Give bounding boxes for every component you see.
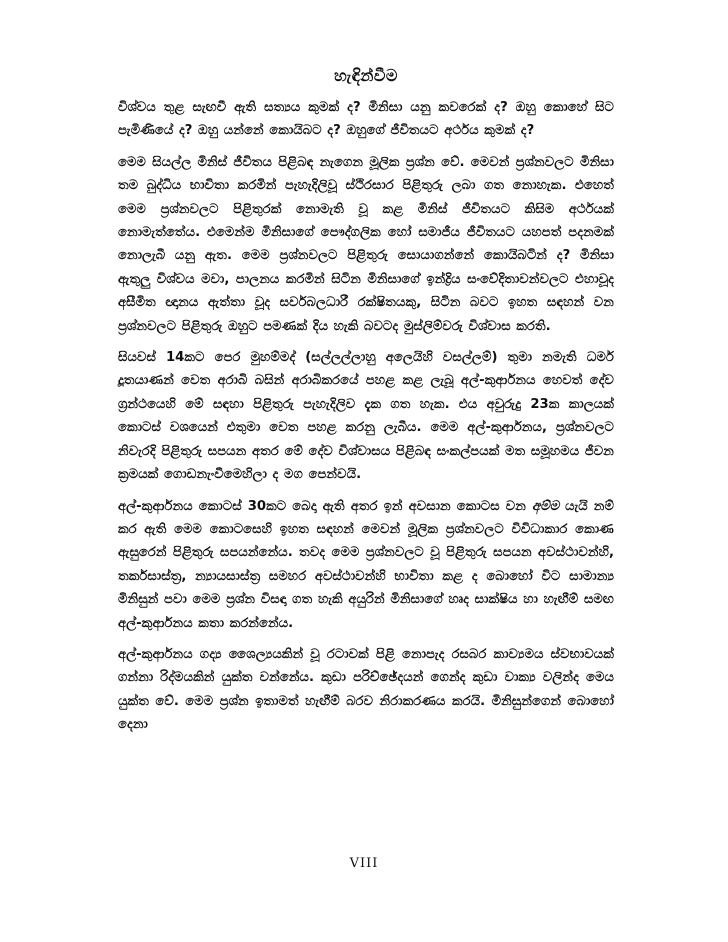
paragraph-5: අල්-කුර්ආනය ගද්‍ය ශෛල්‍යයකින් වූ රටාවක් පිළි නොපැද රසබර කාව්‍යමය ස්වභාවයක් ගන්නා රිද්මයකින් යුක්ත වන්නේය. කුඩා පරිච්ඡේදයන් ගෙන්ද කුඩා වාක්‍ය වලින්ද මෙය යුක්ත වේ. මෙම ප්‍රශ්න ඉතාමත් හැඟීම් බරව නිරාකරණය කරයි. මිනිසුන්ගෙන් බොහෝ දෙනා [118, 646, 614, 733]
paragraph-4-text-after: යැයි නම් කර ඇති මෙම කොටසෙහි ඉහත සඳහන් මෙවන් මූලික ප්‍රශ්නවලට විවිධාකාර කොණ ඇසුරෙන් පිළිතුරු සපයන්නේය. තවද මෙම ප්‍රශ්නවලට වූ පිළිතුරු සපයන අවස්ථාවන්හි, තර්කසාස්ත්‍ර, න්‍යායසාස්ත්‍ර සමහර අවස්ථාවන්හි භාවිතා කළ ද බොහෝ විට සාමාන්‍ය මිනිසුන් පවා මෙම ප්‍රශ්න විසඳා ගත හැකි අයුරින් මිනිසාගේ හෘද සාක්ෂිය හා හැඟීම් සමඟ අල්-කුර්ආනය කතා කරන්නේය. [118, 498, 615, 631]
page-title: හැඳින්වීම [334, 66, 398, 85]
paragraph-3: සියවස් 14කට පෙර මුහම්මද් (සල්ලල්ලාහු අලෙයිහි වසල්ලම්) තුමා නමැති ධර්ම දූතයාණන් වෙත අරාබි බසින් අරාබිකරයේ පහළ කළ ලැබූ අල්-කුර්ආනය හෙවත් දේව ග්‍රන්ථයෙහි මේ සඳහා පිළිතුරු පැහැදිලිව දැක ගත හැක. එය අවුරුදු 23ක කාලයක් කොටස් වශයෙන් එතුමා වෙත පහළ කරනු ලැබීය. මෙම අල්-කුර්ආනය, ප්‍රශ්නවලට නිවැරදි පිළිතුරු සපයන අතර මේ දේව විශ්වාසය පිළිබඳ සංකල්පයක් මත සමූහමය ජීවන ක්‍රමයක් ගොඩනැංවීමෙහිලා ද මග පෙන්වයි. [118, 350, 614, 483]
document-page [118, 66, 614, 745]
paragraph-4 [118, 495, 614, 635]
page-number: VIII [349, 856, 379, 871]
paragraph-1: විශ්වය තුළ සැඟවී ඇති සත්‍යය කුමක් ද? මිනිසා යනු කවරෙක් ද? ඔහු කොහේ සිට පැමිණියේ ද? ඔහු යන්නේ කොයිබට ද? ඔහුගේ ජීවිතයට අර්ථය කුමක් ද? [118, 100, 614, 139]
paragraph-4-text-before: අල්-කුර්ආනය කොටස් 30කට බෙදා ඇති අතර ඉන් අවසාන කොටස වන [118, 498, 533, 514]
paragraph-4-italic-term: අම්ම [532, 498, 560, 514]
paragraph-2: මෙම සියල්ල මිනිස් ජීවිතය පිළිබඳ නැගෙන මූලික ප්‍රශ්න වේ. මෙවන් ප්‍රශ්නවලට මිනිසා තම බුද්ධිය භාවිතා කරමින් පැහැදිලිවූ ස්ථිරසාර පිළිතුරු ලබා ගත නොහැක. එහෙත් මෙම ප්‍රශ්නවලට පිළිතුරක් නොමැති වූ කළ මිනිස් ජීවිතයට කිසිම අර්ථයක් නොමැත්තේය. එමෙන්ම මිනිසාගේ පෞද්ගලික හෝ සමාජීය ජීවිතයට යහපත් පදනමක් නොලැබී යනු ඇත. මෙම ප්‍රශ්නවලට පිළිතුරු සොයාගන්නේ කොයිබටින් ද? මිනිසා ඇතුලු විශ්වය මවා, පාලනය කරමින් සිටින මිනිසාගේ ඉන්ද්‍රිය සංවේදිතාවන්වලට එහාවූද අසීමිත ඥානය ඇත්තා වූද සර්වබලධාරී රක්ෂිතයකු, සිටින බවට ඉහත සඳහන් වන ප්‍රශ්නවලට පිළිතුරු ඔහුට පමණක් දිය හැකි බවටද මුස්ලිම්වරු විශ්වාස කරති. [118, 154, 614, 334]
